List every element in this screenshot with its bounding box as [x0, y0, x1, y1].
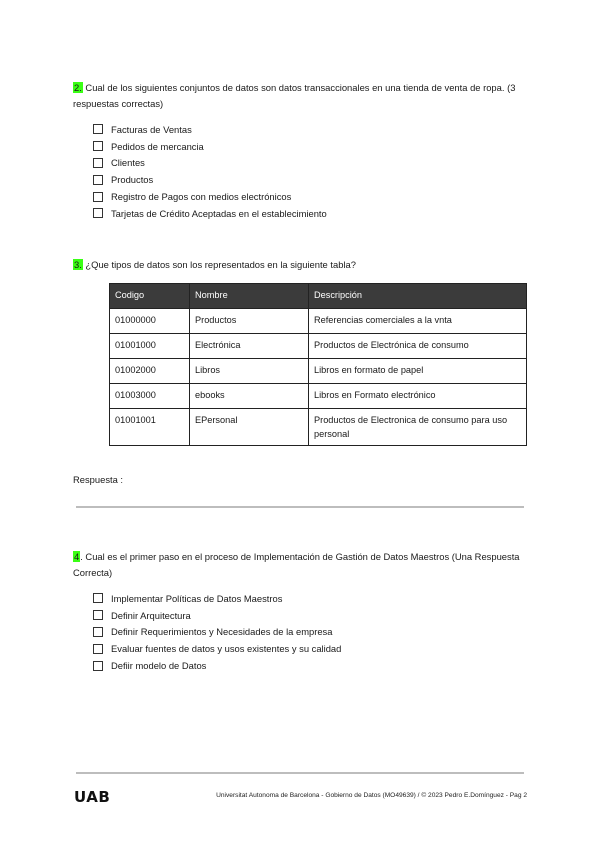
question-2 — [73, 80, 523, 112]
checkbox[interactable] — [93, 208, 103, 218]
option-label: Productos — [111, 174, 154, 186]
table-cell: Productos de Electrónica de consumo — [309, 334, 527, 359]
checkbox[interactable] — [93, 661, 103, 671]
footer-divider — [76, 772, 524, 774]
question-text: . Cual es el primer paso en el proceso de Implementación de Gastión de Datos Maestros (Una Respuesta Correcta) — [73, 551, 520, 578]
option-label: Defiir modelo de Datos — [111, 660, 207, 672]
table-row — [110, 334, 527, 359]
uab-logo: UAB — [74, 788, 111, 806]
table-row — [110, 384, 527, 409]
option-label: Definir Requerimientos y Necesidades de la empresa — [111, 626, 333, 638]
table-cell: 01001001 — [110, 409, 190, 446]
option-label: Definir Arquitectura — [111, 609, 191, 621]
option[interactable] — [93, 205, 327, 222]
table-cell: Referencias comerciales a la vnta — [309, 309, 527, 334]
data-table — [109, 283, 527, 446]
column-header: Nombre — [190, 284, 309, 309]
table-row — [110, 309, 527, 334]
checkbox[interactable] — [93, 124, 103, 134]
table-row — [110, 409, 527, 446]
option[interactable] — [93, 138, 327, 155]
table-cell: Libros en Formato electrónico — [309, 384, 527, 409]
option[interactable] — [93, 624, 341, 641]
option[interactable] — [93, 155, 327, 172]
option-label: Evaluar fuentes de datos y usos existentes y su calidad — [111, 643, 342, 655]
checkbox[interactable] — [93, 644, 103, 654]
table-cell: Libros — [190, 359, 309, 384]
question-3 — [73, 257, 523, 273]
option-label: Clientes — [111, 157, 145, 169]
table-cell: 01003000 — [110, 384, 190, 409]
table-cell: Productos de Electronica de consumo para uso personal — [309, 409, 527, 446]
option[interactable] — [93, 188, 327, 205]
question-number: 3. — [74, 259, 82, 270]
footer-text: Universitat Autonoma de Barcelona - Gobierno de Datos (MO49639) / © 2023 Pedro E.Domínguez - Pag 2 — [216, 792, 527, 799]
option-label: Pedidos de mercancia — [111, 140, 204, 152]
table-cell: Libros en formato de papel — [309, 359, 527, 384]
question-4 — [73, 549, 523, 581]
column-header: Descripción — [309, 284, 527, 309]
table-cell: ebooks — [190, 384, 309, 409]
table-cell: 01001000 — [110, 334, 190, 359]
table-cell: EPersonal — [190, 409, 309, 446]
table-header-row — [110, 284, 527, 309]
option-label: Facturas de Ventas — [111, 123, 192, 135]
checkbox[interactable] — [93, 593, 103, 603]
table-cell: 01000000 — [110, 309, 190, 334]
question-text: ¿Que tipos de datos son los representados en la siguiente tabla? — [82, 259, 356, 270]
checkbox[interactable] — [93, 627, 103, 637]
question-number: 2. — [74, 82, 82, 93]
option-label: Implementar Políticas de Datos Maestros — [111, 592, 283, 604]
table-cell: 01002000 — [110, 359, 190, 384]
table-row — [110, 359, 527, 384]
table-cell: Electrónica — [190, 334, 309, 359]
question-2-options — [93, 121, 327, 222]
answer-line[interactable] — [76, 506, 524, 508]
checkbox[interactable] — [93, 610, 103, 620]
question-number: 4 — [74, 551, 80, 562]
option-label: Tarjetas de Crédito Aceptadas en el establecimiento — [111, 207, 327, 219]
option[interactable] — [93, 640, 341, 657]
checkbox[interactable] — [93, 192, 103, 202]
question-4-options — [93, 590, 341, 674]
checkbox[interactable] — [93, 175, 103, 185]
option[interactable] — [93, 657, 341, 674]
option[interactable] — [93, 590, 341, 607]
option-label: Registro de Pagos con medios electrónicos — [111, 191, 292, 203]
checkbox[interactable] — [93, 158, 103, 168]
option[interactable] — [93, 171, 327, 188]
option[interactable] — [93, 121, 327, 138]
question-text: Cual de los siguientes conjuntos de datos son datos transaccionales en una tienda de venta de ropa. (3 respuestas correctas) — [73, 82, 516, 109]
column-header: Codigo — [110, 284, 190, 309]
checkbox[interactable] — [93, 141, 103, 151]
option[interactable] — [93, 607, 341, 624]
table-cell: Productos — [190, 309, 309, 334]
answer-label: Respuesta : — [73, 474, 124, 485]
